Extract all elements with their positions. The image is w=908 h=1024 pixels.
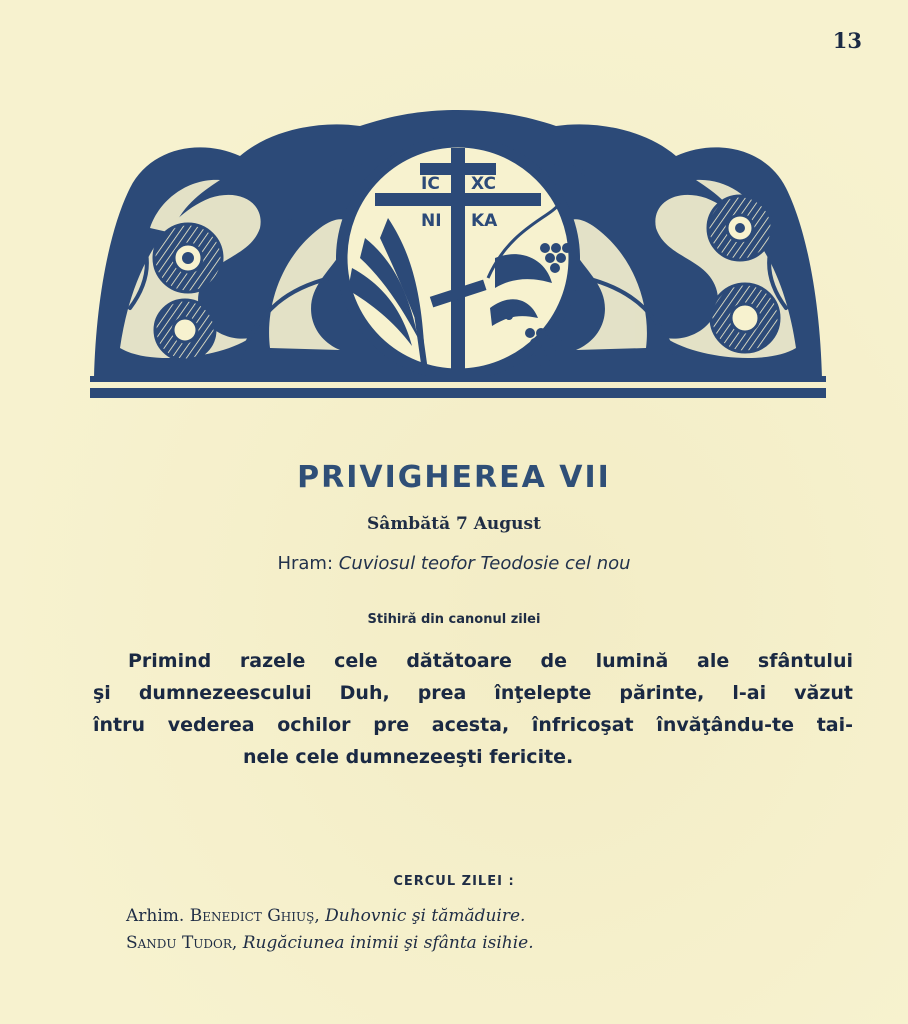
page-number: 13 [832, 28, 862, 53]
entry-author: Sandu Tudor [126, 933, 232, 953]
headpiece-base-rule-top [90, 376, 826, 382]
rosette-left-top [154, 224, 222, 292]
entry-author: Benedict Ghiuş [189, 906, 315, 926]
inscription-ni: NI [421, 211, 442, 231]
stihira-verse [93, 645, 853, 773]
inscription-ka: KA [471, 211, 498, 231]
rosette-left-bottom [155, 300, 215, 360]
headpiece-base-rule-bottom [90, 388, 826, 398]
stihira-heading: Stihiră din canonul zilei [367, 612, 541, 627]
inscription-ic: IC [421, 174, 440, 194]
hram-label: Hram: [277, 553, 334, 574]
cercul-entry: Sandu Tudor, Rugăciunea inimii şi sfânta isihie. [126, 933, 534, 953]
hram-line [0, 553, 908, 574]
entry-work: Duhovnic şi tămăduire. [325, 906, 526, 926]
rosette-right-top [708, 196, 772, 260]
cercul-zilei-heading: CERCUL ZILEI : [393, 874, 515, 889]
hram-saint-name: Cuviosul teofor Teodosie cel nou [338, 553, 631, 574]
cercul-entry: Arhim. Benedict Ghiuş, Duhovnic şi tămăduire. [126, 906, 526, 926]
entry-title: Arhim. [126, 906, 185, 926]
inscription-xc: XC [471, 174, 496, 194]
verse-line: întru vederea ochilor pre acesta, înfricoşat învăţându-te tai- [93, 714, 853, 736]
verse-line: şi dumnezeescului Duh, prea înţelepte părinte, l-ai văzut [93, 682, 853, 704]
ornamental-headpiece [90, 108, 826, 403]
entry-work: Rugăciunea inimii şi sfânta isihie. [242, 933, 534, 953]
verse-line: nele cele dumnezeeşti fericite. [243, 746, 574, 768]
vigil-date: Sâmbătă 7 August [367, 514, 541, 534]
page-title: PRIVIGHEREA VII [297, 460, 611, 495]
verse-line: Primind razele cele dătătoare de lumină ale sfântului [128, 650, 853, 672]
rosette-right-bottom [711, 284, 779, 352]
central-medallion [336, 136, 580, 380]
cercul-zilei-list [126, 903, 826, 957]
